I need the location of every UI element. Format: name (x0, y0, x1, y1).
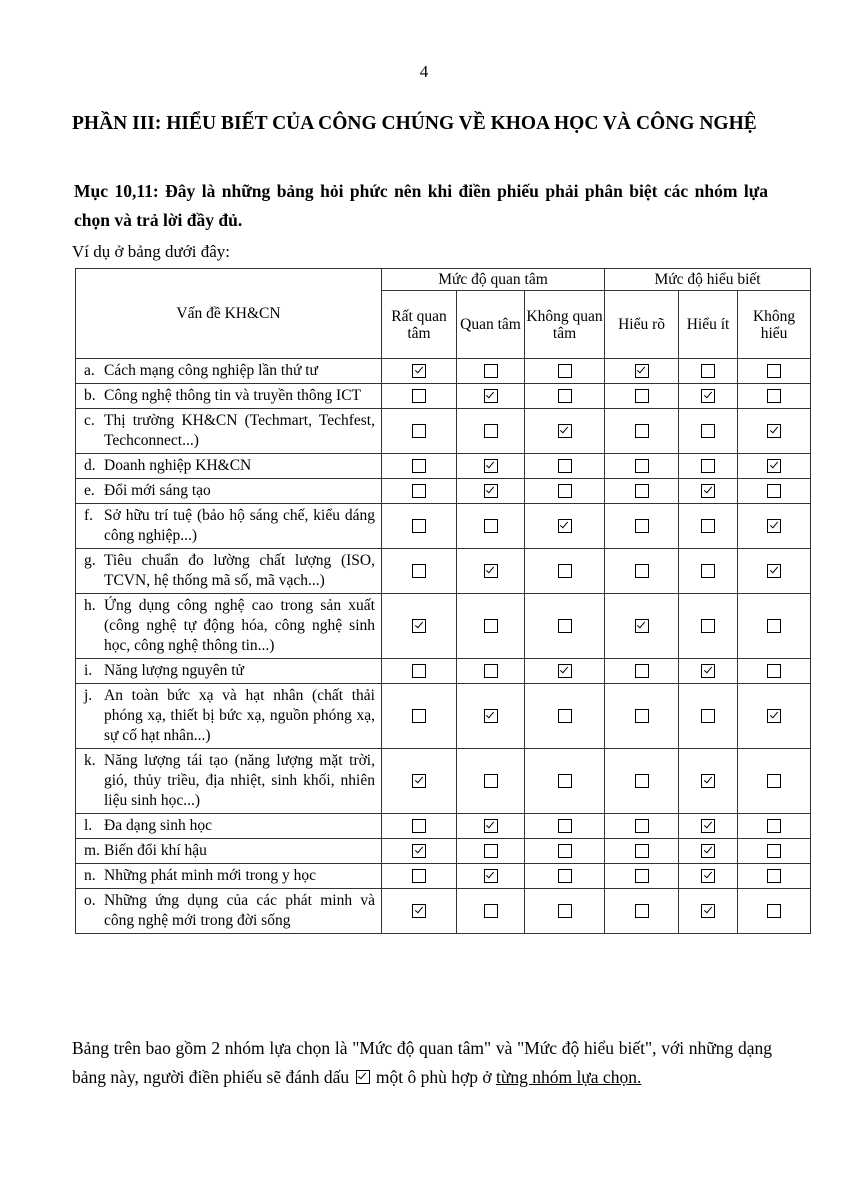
understanding-option-cell (605, 889, 679, 934)
checked-box-icon (356, 1070, 370, 1084)
interest-option-cell (525, 359, 605, 384)
issue-cell (76, 749, 382, 814)
issue-letter: a. (84, 362, 95, 379)
interest-option-cell (525, 384, 605, 409)
issue-cell (76, 889, 382, 934)
empty-box-icon[interactable] (558, 869, 572, 883)
empty-box-icon[interactable] (701, 709, 715, 723)
interest-option-cell (457, 659, 525, 684)
understanding-option-cell (738, 384, 811, 409)
issue-text: Năng lượng nguyên tử (104, 662, 244, 679)
issue-text: Đổi mới sáng tạo (104, 482, 211, 499)
empty-box-icon[interactable] (484, 904, 498, 918)
understanding-option-cell (679, 659, 738, 684)
checked-box-icon[interactable] (412, 844, 426, 858)
empty-box-icon[interactable] (558, 819, 572, 833)
interest-option-cell (457, 889, 525, 934)
interest-option-cell (382, 889, 457, 934)
interest-option-cell (457, 749, 525, 814)
empty-box-icon[interactable] (412, 869, 426, 883)
understanding-option-cell (679, 594, 738, 659)
understanding-option-cell (738, 409, 811, 454)
empty-box-icon[interactable] (558, 774, 572, 788)
issue-text: Công nghệ thông tin và truyền thông ICT (104, 387, 362, 404)
interest-option-cell (382, 684, 457, 749)
checked-box-icon[interactable] (412, 904, 426, 918)
issue-letter: l. (84, 817, 93, 834)
checked-box-icon[interactable] (635, 619, 649, 633)
issue-text: Những ứng dụng của các phát minh và công nghệ mới trong đời sống (104, 892, 375, 929)
empty-box-icon[interactable] (767, 664, 781, 678)
interest-option-cell (382, 659, 457, 684)
interest-option-cell (525, 504, 605, 549)
interest-option-cell (525, 749, 605, 814)
empty-box-icon[interactable] (767, 484, 781, 498)
interest-option-cell (457, 839, 525, 864)
issue-cell (76, 504, 382, 549)
understanding-option-cell (738, 814, 811, 839)
empty-box-icon[interactable] (635, 519, 649, 533)
interest-option-cell (457, 549, 525, 594)
column-header-very-interested: Rất quan tâm (382, 291, 457, 359)
understanding-option-cell (605, 479, 679, 504)
checked-box-icon[interactable] (701, 774, 715, 788)
understanding-option-cell (605, 814, 679, 839)
empty-box-icon[interactable] (701, 519, 715, 533)
empty-box-icon[interactable] (701, 619, 715, 633)
interest-option-cell (382, 384, 457, 409)
interest-option-cell (382, 409, 457, 454)
issue-letter: k. (84, 752, 96, 769)
table-row (76, 889, 811, 934)
issue-letter: c. (84, 412, 95, 429)
issue-letter: g. (84, 552, 96, 569)
interest-option-cell (525, 684, 605, 749)
empty-box-icon[interactable] (701, 364, 715, 378)
understanding-option-cell (679, 749, 738, 814)
column-header-not-interested: Không quan tâm (525, 291, 605, 359)
empty-box-icon[interactable] (558, 459, 572, 473)
empty-box-icon[interactable] (767, 364, 781, 378)
table-row (76, 749, 811, 814)
interest-option-cell (457, 409, 525, 454)
empty-box-icon[interactable] (412, 389, 426, 403)
checked-box-icon[interactable] (484, 484, 498, 498)
footer-text-part1: Bảng trên bao gồm 2 nhóm lựa chọn là "Mức độ quan tâm" và "Mức độ hiểu biết", với những dạng bảng này, người điền phiếu sẽ đánh dấu (72, 1038, 772, 1087)
empty-box-icon[interactable] (767, 389, 781, 403)
understanding-option-cell (605, 549, 679, 594)
table-row (76, 549, 811, 594)
issue-letter: e. (84, 482, 95, 499)
empty-box-icon[interactable] (412, 664, 426, 678)
empty-box-icon[interactable] (635, 904, 649, 918)
issue-text: Biến đổi khí hậu (104, 842, 207, 859)
issue-text: Cách mạng công nghiệp lần thứ tư (104, 362, 318, 379)
interest-option-cell (457, 384, 525, 409)
interest-option-cell (525, 839, 605, 864)
understanding-option-cell (605, 659, 679, 684)
issue-text: Thị trường KH&CN (Techmart, Techfest, Techconnect...) (104, 412, 375, 449)
table-row (76, 864, 811, 889)
empty-box-icon[interactable] (558, 564, 572, 578)
understanding-option-cell (738, 549, 811, 594)
empty-box-icon[interactable] (484, 519, 498, 533)
survey-table (75, 268, 811, 934)
interest-option-cell (525, 454, 605, 479)
issue-letter: n. (84, 867, 96, 884)
issue-letter: d. (84, 457, 96, 474)
understanding-option-cell (605, 749, 679, 814)
issue-cell (76, 594, 382, 659)
empty-box-icon[interactable] (484, 844, 498, 858)
understanding-option-cell (605, 504, 679, 549)
empty-box-icon[interactable] (635, 709, 649, 723)
empty-box-icon[interactable] (412, 564, 426, 578)
checked-box-icon[interactable] (701, 484, 715, 498)
interest-option-cell (382, 864, 457, 889)
footer-underlined-text: từng nhóm lựa chọn. (495, 1067, 642, 1087)
interest-option-cell (525, 864, 605, 889)
understanding-option-cell (679, 454, 738, 479)
footer-paragraph (72, 1034, 772, 1092)
empty-box-icon[interactable] (767, 844, 781, 858)
empty-box-icon[interactable] (635, 869, 649, 883)
issue-cell (76, 864, 382, 889)
empty-box-icon[interactable] (484, 664, 498, 678)
table-row (76, 504, 811, 549)
issue-letter: f. (84, 507, 94, 524)
empty-box-icon[interactable] (635, 564, 649, 578)
checked-box-icon[interactable] (558, 664, 572, 678)
checked-box-icon[interactable] (701, 664, 715, 678)
issue-cell (76, 409, 382, 454)
understanding-option-cell (679, 409, 738, 454)
empty-box-icon[interactable] (635, 484, 649, 498)
empty-box-icon[interactable] (558, 619, 572, 633)
interest-option-cell (382, 814, 457, 839)
interest-option-cell (382, 549, 457, 594)
table-row (76, 454, 811, 479)
checked-box-icon[interactable] (484, 819, 498, 833)
issue-letter: b. (84, 387, 96, 404)
interest-option-cell (457, 504, 525, 549)
interest-option-cell (457, 454, 525, 479)
understanding-option-cell (738, 454, 811, 479)
issue-cell (76, 384, 382, 409)
empty-box-icon[interactable] (701, 564, 715, 578)
interest-option-cell (382, 594, 457, 659)
empty-box-icon[interactable] (558, 904, 572, 918)
understanding-option-cell (679, 839, 738, 864)
empty-box-icon[interactable] (635, 389, 649, 403)
understanding-option-cell (605, 839, 679, 864)
checked-box-icon[interactable] (484, 389, 498, 403)
understanding-option-cell (738, 889, 811, 934)
footer-text-part2: một ô phù hợp ở (375, 1067, 492, 1087)
interest-option-cell (525, 814, 605, 839)
understanding-option-cell (605, 409, 679, 454)
issue-text: Tiêu chuẩn đo lường chất lượng (ISO, TCVN, hệ thống mã số, mã vạch...) (104, 552, 375, 589)
issue-text: Năng lượng tái tạo (năng lượng mặt trời, gió, thủy triều, địa nhiệt, sinh khối, nhiên liệu sinh học...) (104, 752, 375, 809)
understanding-option-cell (738, 864, 811, 889)
understanding-option-cell (679, 814, 738, 839)
issue-letter: i. (84, 662, 93, 679)
table-row (76, 659, 811, 684)
issue-cell (76, 359, 382, 384)
column-header-not-understand: Không hiểu (738, 291, 811, 359)
understanding-option-cell (605, 864, 679, 889)
issue-text: Những phát minh mới trong y học (104, 867, 317, 884)
empty-box-icon[interactable] (412, 459, 426, 473)
table-row (76, 814, 811, 839)
checked-box-icon[interactable] (767, 709, 781, 723)
interest-option-cell (457, 684, 525, 749)
empty-box-icon[interactable] (635, 459, 649, 473)
table-row (76, 384, 811, 409)
understanding-option-cell (738, 594, 811, 659)
checked-box-icon[interactable] (701, 904, 715, 918)
issue-text: Sở hữu trí tuệ (bảo hộ sáng chế, kiểu dáng công nghiệp...) (104, 507, 375, 544)
understanding-option-cell (605, 384, 679, 409)
table-row (76, 359, 811, 384)
issue-cell (76, 839, 382, 864)
checked-box-icon[interactable] (412, 364, 426, 378)
understanding-option-cell (679, 359, 738, 384)
table-row (76, 684, 811, 749)
checked-box-icon[interactable] (701, 869, 715, 883)
understanding-option-cell (679, 479, 738, 504)
issue-letter: o. (84, 892, 96, 909)
checked-box-icon[interactable] (484, 869, 498, 883)
page-number: 4 (419, 62, 429, 81)
understanding-option-cell (679, 504, 738, 549)
understanding-option-cell (738, 479, 811, 504)
interest-option-cell (525, 889, 605, 934)
interest-option-cell (525, 409, 605, 454)
empty-box-icon[interactable] (767, 904, 781, 918)
understanding-option-cell (738, 504, 811, 549)
issue-column-header: Vấn đề KH&CN (76, 269, 382, 359)
checked-box-icon[interactable] (558, 424, 572, 438)
checked-box-icon[interactable] (767, 564, 781, 578)
understanding-option-cell (679, 864, 738, 889)
interest-option-cell (525, 659, 605, 684)
understanding-option-cell (605, 454, 679, 479)
checked-box-icon[interactable] (701, 844, 715, 858)
interest-option-cell (382, 454, 457, 479)
empty-box-icon[interactable] (558, 389, 572, 403)
understanding-option-cell (605, 684, 679, 749)
empty-box-icon[interactable] (484, 619, 498, 633)
empty-box-icon[interactable] (701, 424, 715, 438)
empty-box-icon[interactable] (635, 844, 649, 858)
issue-cell (76, 684, 382, 749)
empty-box-icon[interactable] (767, 819, 781, 833)
table-row (76, 839, 811, 864)
issue-cell (76, 659, 382, 684)
checked-box-icon[interactable] (635, 364, 649, 378)
checked-box-icon[interactable] (701, 389, 715, 403)
issue-text: Đa dạng sinh học (104, 817, 213, 834)
empty-box-icon[interactable] (412, 709, 426, 723)
issue-letter: j. (84, 687, 93, 704)
checked-box-icon[interactable] (558, 519, 572, 533)
interest-option-cell (457, 814, 525, 839)
interest-option-cell (382, 504, 457, 549)
interest-option-cell (525, 594, 605, 659)
issue-letter: h. (84, 597, 96, 614)
interest-option-cell (382, 359, 457, 384)
understanding-option-cell (738, 359, 811, 384)
checked-box-icon[interactable] (701, 819, 715, 833)
empty-box-icon[interactable] (701, 459, 715, 473)
instruction-paragraph: Mục 10,11: Đây là những bảng hỏi phức nên khi điền phiếu phải phân biệt các nhóm lựa chọn và trả lời đầy đủ. (74, 181, 768, 230)
table-row (76, 479, 811, 504)
checked-box-icon[interactable] (484, 709, 498, 723)
empty-box-icon[interactable] (558, 709, 572, 723)
understanding-option-cell (738, 684, 811, 749)
empty-box-icon[interactable] (635, 424, 649, 438)
empty-box-icon[interactable] (767, 774, 781, 788)
understanding-option-cell (679, 549, 738, 594)
issue-text: Doanh nghiệp KH&CN (104, 457, 252, 474)
column-header-interested: Quan tâm (457, 291, 525, 359)
checked-box-icon[interactable] (484, 564, 498, 578)
issue-text: Ứng dụng công nghệ cao trong sản xuất (công nghệ tự động hóa, công nghệ sinh học, công nghệ thông tin...) (104, 597, 375, 654)
empty-box-icon[interactable] (484, 424, 498, 438)
interest-option-cell (382, 479, 457, 504)
section-title: PHẦN III: HIỂU BIẾT CỦA CÔNG CHÚNG VỀ KHOA HỌC VÀ CÔNG NGHỆ (72, 113, 757, 134)
interest-option-cell (382, 839, 457, 864)
empty-box-icon[interactable] (635, 664, 649, 678)
empty-box-icon[interactable] (558, 484, 572, 498)
understanding-option-cell (605, 594, 679, 659)
empty-box-icon[interactable] (484, 774, 498, 788)
example-label: Ví dụ ở bảng dưới đây: (72, 242, 230, 261)
interest-option-cell (525, 549, 605, 594)
table-row (76, 409, 811, 454)
understanding-option-cell (679, 684, 738, 749)
interest-group-header: Mức độ quan tâm (382, 269, 605, 291)
understanding-option-cell (738, 659, 811, 684)
issue-letter: m. (84, 842, 100, 859)
checked-box-icon[interactable] (484, 459, 498, 473)
empty-box-icon[interactable] (767, 619, 781, 633)
checked-box-icon[interactable] (767, 519, 781, 533)
checked-box-icon[interactable] (767, 424, 781, 438)
empty-box-icon[interactable] (412, 424, 426, 438)
empty-box-icon[interactable] (412, 519, 426, 533)
checked-box-icon[interactable] (767, 459, 781, 473)
empty-box-icon[interactable] (635, 774, 649, 788)
understanding-group-header: Mức độ hiểu biết (605, 269, 811, 291)
empty-box-icon[interactable] (558, 844, 572, 858)
interest-option-cell (457, 864, 525, 889)
issue-cell (76, 549, 382, 594)
issue-cell (76, 814, 382, 839)
column-header-understand-little: Hiểu ít (679, 291, 738, 359)
empty-box-icon[interactable] (412, 819, 426, 833)
interest-option-cell (382, 749, 457, 814)
understanding-option-cell (679, 384, 738, 409)
understanding-option-cell (605, 359, 679, 384)
understanding-option-cell (738, 839, 811, 864)
checked-box-icon[interactable] (412, 619, 426, 633)
column-header-understand-well: Hiểu rõ (605, 291, 679, 359)
checked-box-icon[interactable] (412, 774, 426, 788)
interest-option-cell (457, 594, 525, 659)
table-row (76, 594, 811, 659)
empty-box-icon[interactable] (635, 819, 649, 833)
issue-cell (76, 479, 382, 504)
empty-box-icon[interactable] (484, 364, 498, 378)
understanding-option-cell (679, 889, 738, 934)
interest-option-cell (457, 479, 525, 504)
empty-box-icon[interactable] (558, 364, 572, 378)
interest-option-cell (525, 479, 605, 504)
empty-box-icon[interactable] (767, 869, 781, 883)
issue-cell (76, 454, 382, 479)
understanding-option-cell (738, 749, 811, 814)
interest-option-cell (457, 359, 525, 384)
issue-text: An toàn bức xạ và hạt nhân (chất thải phóng xạ, thiết bị bức xạ, nguồn phóng xạ, sự cố hạt nhân...) (104, 687, 375, 744)
empty-box-icon[interactable] (412, 484, 426, 498)
